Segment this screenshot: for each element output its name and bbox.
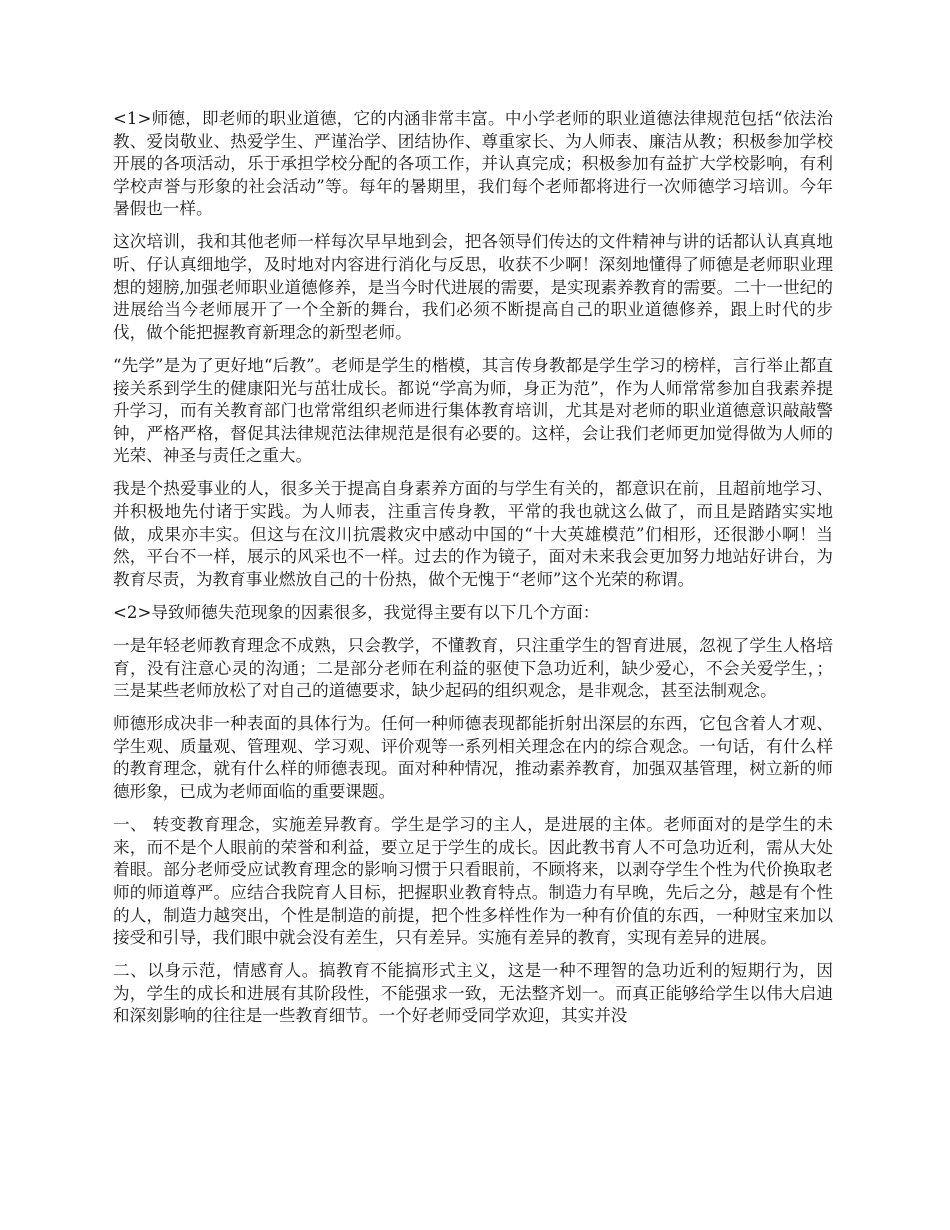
paragraph-training-experience: 这次培训，我和其他老师一样每次早早地到会，把各领导们传达的文件精神与讲的话都认认真真地听、仔认真细地学，及时地对内容进行消化与反思，收获不少啊！深刻地懂得了师德是老师职业理想的翅膀,加强老师职业道德修养，是当今时代进展的需要，是实现素养教育的需要。二十一世纪的进展给当今老师展开了一个全新的舞台，我们必须不断提高自己的职业道德修养，跟上时代的步伐，做个能把握教育新理念的新型老师。 — [113, 232, 833, 342]
paragraph-causes-heading: <2>导致师德失范现象的因素很多，我觉得主要有以下几个方面： — [113, 602, 600, 622]
paragraph-causes-list: 一是年轻老师教育理念不成熟，只会教学，不懂教育，只注重学生的智育进展，忽视了学生人格培育，没有注意心灵的沟通；二是部分老师在利益的驱使下急功近利，缺少爱心，不会关爱学生，；三是某些老师放松了对自己的道德要求，缺少起码的组织观念，是非观念，甚至法制观念。 — [113, 635, 833, 701]
document-page — [113, 108, 833, 1038]
paragraph-ethics-formation: 师德形成决非一种表面的具体行为。任何一种师德表现都能折射出深层的东西，它包含着人才观、学生观、质量观、管理观、学习观、评价观等一系列相关理念在内的综合观念。一句话，有什么样的教育理念，就有什么样的师德表现。面对种种情况，推动素养教育，加强双基管理，树立新的师德形象，已成为老师面临的重要课题。 — [113, 714, 833, 802]
paragraph-point-two: 二、以身示范，情感育人。搞教育不能搞形式主义，这是一种不理智的急功近利的短期行为，因为，学生的成长和进展有其阶段性，不能强求一致，无法整齐划一。而真正能够给学生以伟大启迪和深刻影响的往往是一些教育细节。一个好老师受同学欢迎，其实并没 — [113, 961, 833, 1026]
paragraph-personal-reflection: 我是个热爱事业的人，很多关于提高自身素养方面的与学生有关的，都意识在前，且超前地学习、并积极地先付诸于实践。为人师表，注重言传身教，平常的我也就这么做了，而且是踏踏实实地做，成果亦丰实。但这与在汶川抗震救灾中感动中国的“十大英雄模范”们相形，还很渺小啊！当然，平台不一样，展示的风采也不一样。过去的作为镜子，面对未来我会更加努力地站好讲台，为教育尽责，为教育事业燃放自己的十份热，做个无愧于“老师”这个光荣的称谓。 — [113, 479, 833, 589]
paragraph-teacher-ethics-intro: <1>师德，即老师的职业道德，它的内涵非常丰富。中小学老师的职业道德法律规范包括“依法治教、爱岗敬业、热爱学生、严谨治学、团结协作、尊重家长、为人师表、廉洁从教；积极参加学校开展的各项活动，乐于承担学校分配的各项工作，并认真完成；积极参加有益扩大学校影响，有利学校声誉与形象的社会活动”等。每年的暑期里，我们每个老师都将进行一次师德学习培训。今年暑假也一样。 — [113, 109, 833, 219]
paragraph-point-one: 一、 转变教育理念，实施差异教育。学生是学习的主人，是进展的主体。老师面对的是学生的未来，而不是个人眼前的荣誉和利益，要立足于学生的成长。因此教书育人不可急功近利，需从大处着眼。部分老师受应试教育理念的影响习惯于只看眼前，不顾将来，以剥夺学生个性为代价换取老师的师道尊严。应结合我院育人目标，把握职业教育特点。制造力有早晚，先后之分，越是有个性的人，制造力越突出，个性是制造的前提，把个性多样性作为一种有价值的东西，一种财宝来加以接受和引导，我们眼中就会没有差生，只有差异。实施有差异的教育，实现有差异的进展。 — [113, 815, 833, 948]
paragraph-learn-before-teach: “先学”是为了更好地“后教”。老师是学生的楷模，其言传身教都是学生学习的榜样，言行举止都直接关系到学生的健康阳光与茁壮成长。都说“学高为师，身正为范”，作为人师常常参加自我素养提升学习，而有关教育部门也常常组织老师进行集体教育培训，尤其是对老师的职业道德意识敲敲警钟，严格严格，督促其法律规范法律规范是很有必要的。这样，会让我们老师更加觉得做为人师的光荣、神圣与责任之重大。 — [113, 355, 833, 466]
